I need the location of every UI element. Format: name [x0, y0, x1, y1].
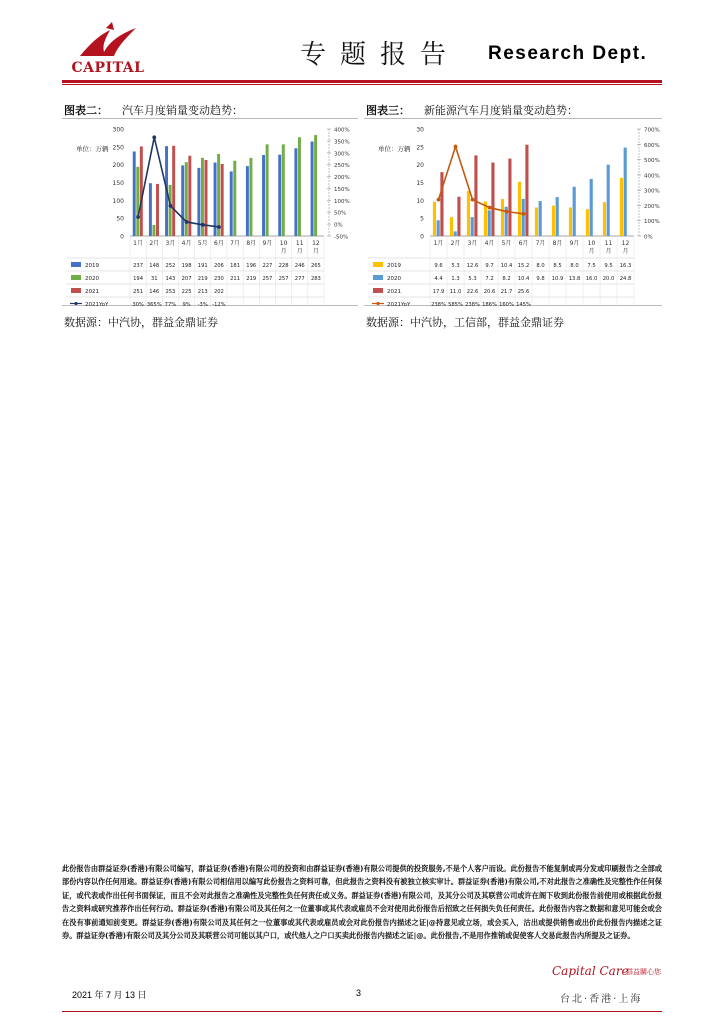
bar-2020-3月: [169, 185, 172, 236]
legend-swatch-2020: [71, 275, 81, 280]
bar-2020-10月: [590, 179, 593, 236]
table-value: 194: [133, 276, 144, 282]
legend-label-2021: 2021: [85, 289, 99, 295]
table-value: 237: [133, 263, 144, 269]
table-value: 77%: [164, 302, 177, 307]
bar-2021-1月: [440, 172, 443, 236]
bar-2019-6月: [518, 182, 521, 236]
yoy-point-5月: [505, 210, 509, 214]
table-value: 17.9: [432, 289, 445, 295]
bar-2021-2月: [457, 197, 460, 236]
y2-tick-label: 200%: [334, 175, 350, 182]
bar-2021-3月: [474, 155, 477, 236]
table-value: 196: [246, 263, 257, 269]
table-value: 198: [181, 263, 192, 269]
y2-tick-label: 50%: [334, 210, 347, 217]
report-date: 2021 年 7 月 13 日: [72, 990, 147, 1000]
y2-tick-label: 300%: [644, 188, 660, 195]
table-value: 7.2: [485, 276, 494, 282]
y-tick-label: 5: [420, 215, 424, 223]
table-value: 257: [278, 276, 289, 282]
table-value: 10.9: [551, 276, 564, 282]
bar-2020-1月: [136, 167, 139, 236]
bar-2020-9月: [266, 144, 269, 236]
x-tick-label: 11: [604, 240, 613, 247]
table-value: 8.0: [570, 263, 579, 269]
bar-2019-9月: [569, 207, 572, 236]
x-tick-label: 6月: [214, 240, 224, 247]
bar-2020-11月: [298, 137, 301, 236]
x-tick-label-unit: 月: [605, 248, 612, 255]
table-value: 227: [262, 263, 273, 269]
table-value: 251: [133, 289, 144, 295]
y2-tick-label: 400%: [334, 127, 350, 134]
figure-3-caption: 新能源汽车月度销量变动趋势：: [424, 104, 578, 117]
y2-tick-label: 100%: [334, 198, 350, 205]
yoy-point-6月: [522, 212, 526, 216]
bar-2021-6月: [525, 145, 528, 236]
table-value: 246: [294, 263, 305, 269]
table-value: 213: [197, 289, 208, 295]
bar-2020-4月: [185, 162, 188, 236]
bar-2019-3月: [467, 191, 470, 236]
y-tick-label: 100: [112, 197, 124, 205]
table-value: 146: [149, 289, 160, 295]
table-value: 230: [213, 276, 224, 282]
y2-tick-label: -50%: [334, 234, 349, 241]
y2-tick-label: 700%: [644, 127, 660, 134]
legend-swatch-2019: [71, 262, 81, 267]
y2-tick-label: 500%: [644, 158, 660, 165]
header-divider-thin: [62, 84, 662, 85]
table-value: 25.6: [517, 289, 530, 295]
table-value: 148: [149, 263, 160, 269]
research-dept-label: Research Dept.: [488, 43, 648, 64]
bar-2019-5月: [197, 168, 200, 236]
y-tick-label: 15: [416, 180, 424, 187]
table-value: 186%: [482, 302, 497, 307]
yoy-point-2月: [454, 145, 458, 149]
bar-2020-8月: [249, 158, 252, 236]
bar-2019-6月: [214, 163, 217, 236]
bar-2020-7月: [539, 201, 542, 236]
table-value: 252: [165, 263, 176, 269]
figure-3-title: [366, 102, 578, 118]
legend-label-2020: 2020: [387, 276, 401, 282]
yoy-point-4月: [185, 220, 189, 224]
table-value: 9.7: [485, 263, 494, 269]
unit-label: 单位：万辆: [76, 145, 109, 153]
legend-label-2021: 2021: [387, 289, 401, 295]
yoy-point-4月: [488, 206, 492, 210]
figure-2-title: [64, 102, 243, 118]
table-value: 16.0: [585, 276, 598, 282]
figure-2-label: 图表二：: [64, 104, 108, 117]
y-tick-label: 0: [420, 233, 424, 241]
table-value: 265: [310, 263, 321, 269]
x-tick-label: 3月: [467, 240, 478, 247]
table-value: 8.5: [553, 263, 562, 269]
bar-2020-7月: [233, 161, 236, 236]
table-value: 24.8: [619, 276, 632, 282]
y-tick-label: 50: [116, 215, 124, 223]
table-value: 15.2: [517, 263, 530, 269]
y2-tick-label: 200%: [644, 203, 660, 210]
table-value: 11.0: [449, 289, 462, 295]
phoenix-icon: [76, 22, 140, 60]
y2-tick-label: 300%: [334, 151, 350, 158]
x-tick-label: 8月: [552, 240, 563, 247]
bar-2021-2月: [156, 184, 159, 236]
figure-3-label: 图表三：: [366, 104, 410, 117]
table-value: 225: [181, 289, 192, 295]
bar-2020-1月: [437, 220, 440, 236]
table-value: 160%: [499, 302, 514, 307]
yoy-point-2月: [152, 135, 156, 139]
report-title: 专题报告: [300, 40, 461, 70]
y2-tick-label: 600%: [644, 142, 660, 149]
x-tick-label: 2月: [149, 240, 160, 247]
table-value: 16.3: [619, 263, 632, 269]
bar-2020-11月: [607, 165, 610, 236]
bar-2020-12月: [624, 148, 627, 236]
table-value: 20.6: [483, 289, 496, 295]
legend-label-2019: 2019: [85, 263, 99, 269]
y-tick-label: 200: [112, 162, 124, 170]
bar-2020-2月: [454, 231, 457, 236]
bar-2021-4月: [491, 163, 494, 236]
nev-sales-chart: [364, 118, 662, 306]
legend-label-2021YoY: 2021YoY: [85, 302, 109, 307]
x-tick-label: 9月: [262, 240, 273, 247]
figure-2-caption: 汽车月度销量变动趋势：: [122, 104, 243, 117]
figure-3-source: 数据源：中汽协，工信部，群益金鼎证券: [366, 316, 564, 329]
y2-tick-label: 150%: [334, 186, 350, 193]
x-tick-label-unit: 月: [280, 248, 287, 255]
y2-tick-label: 0%: [644, 234, 653, 241]
bar-2020-8月: [556, 197, 559, 236]
bar-2020-12月: [314, 135, 317, 236]
bar-2021-5月: [508, 159, 511, 236]
bar-2020-6月: [217, 154, 220, 236]
x-tick-label: 1月: [133, 240, 143, 247]
table-value: 206: [213, 263, 224, 269]
x-tick-label: 2月: [450, 240, 461, 247]
capital-logo: [62, 22, 154, 74]
x-tick-label: 7月: [230, 240, 240, 247]
bar-2019-7月: [535, 207, 538, 236]
yoy-point-3月: [169, 204, 173, 208]
legal-disclaimer: 此份报告由群益证券(香港)有限公司编写，群益证券(香港)有限公司的投资和由群益证券(香港)有限公司提供的投资服务,不是个人客户而设。此份报告不能复制或再分发或印刷报告之全部或部份内容以作任何用途。群益证券(香港)有限公司相信用以编写此份报告之资料可靠，但此报告之资料没有被独立核实审计。群益证券(香港)有限公司,不对此报告之准确性及完整性作任何保证，或代表或作出任何书面保证，而且不会对此报告之准确性及完整性负任何责任或义务。群益证券(香港)有限公司，及其分公司及其联营公司或许在阁下收到此份报告前使用或根据此份报告之资料或研究推荐作出任何行动。群益证券(香港)有限公司及其任何之一位董事或其代表或雇员不会对使用此份报告后招致之任何损失负任何责任。此份报告内容之数据和意见可能会或会在没有事前通知前变更。群益证券(香港)有限公司及其任何之一位董事或其代表或雇员或会对此份报告内描述之证|@持意见或立场，或会买入，沽出或提供销售或出价此份报告内描述之证券。群益证券(香港)有限公司及其分公司及其联营公司可能以其户口，或代他人之户口买卖此份报告内描述之证|@。此份报告,不是用作推销或促使客人交易此报告内所提及之证券。: [62, 864, 662, 941]
bar-2020-2月: [152, 225, 155, 236]
table-value: 228: [278, 263, 289, 269]
y-tick-label: 300: [112, 126, 124, 134]
table-value: 145%: [516, 302, 531, 307]
x-tick-label-unit: 月: [622, 248, 629, 255]
x-tick-label: 3月: [165, 240, 176, 247]
table-value: 219: [246, 276, 257, 282]
yoy-point-1月: [437, 198, 441, 202]
bar-2019-12月: [620, 178, 623, 236]
bar-2019-9月: [262, 155, 265, 236]
table-value: 8.0: [536, 263, 545, 269]
table-value: 8.2: [502, 276, 511, 282]
bar-2020-10月: [282, 144, 285, 236]
table-value: 253: [165, 289, 176, 295]
table-value: 5.3: [468, 276, 477, 282]
bar-2019-5月: [501, 199, 504, 236]
table-value: 181: [230, 263, 241, 269]
x-tick-label: 4月: [484, 240, 495, 247]
bar-2020-9月: [573, 187, 576, 236]
capital-care-brand-cn: 群益關心您: [626, 968, 661, 976]
table-value: 12.6: [466, 263, 479, 269]
table-value: 277: [294, 276, 305, 282]
x-tick-label: 7月: [535, 240, 546, 247]
logo-text: CAPITAL: [71, 60, 145, 76]
table-value: 143: [165, 276, 176, 282]
legend-swatch-2021: [373, 288, 383, 293]
unit-label: 单位：万辆: [378, 145, 411, 153]
bar-2021-6月: [221, 164, 224, 236]
table-value: 9.8: [536, 276, 545, 282]
bar-2019-4月: [181, 165, 184, 236]
yoy-point-5月: [201, 223, 205, 227]
yoy-point-1月: [136, 215, 140, 219]
bar-2019-1月: [133, 151, 136, 236]
x-tick-label: 5月: [501, 240, 512, 247]
legend-label-2020: 2020: [85, 276, 99, 282]
page-number: 3: [356, 988, 362, 998]
bar-2019-11月: [603, 202, 606, 236]
table-value: 5.3: [451, 263, 460, 269]
y-tick-label: 150: [112, 180, 124, 187]
header-divider: [62, 80, 662, 83]
x-tick-label-unit: 月: [296, 248, 303, 255]
table-value: 31: [150, 276, 158, 282]
table-value: 257: [262, 276, 273, 282]
bar-2019-8月: [552, 206, 555, 236]
table-value: 211: [230, 276, 241, 282]
table-value: 22.6: [466, 289, 479, 295]
legend-point-swatch: [74, 302, 77, 305]
table-value: 1.3: [451, 276, 460, 282]
x-tick-label: 1月: [433, 240, 444, 247]
x-tick-label: 8月: [246, 240, 257, 247]
footer-divider: [62, 1011, 662, 1012]
y-tick-label: 10: [416, 197, 424, 205]
table-value: 365%: [146, 302, 162, 307]
y2-tick-label: 400%: [644, 173, 660, 180]
table-value: 219: [197, 276, 208, 282]
bar-2020-6月: [522, 199, 525, 236]
table-value: 191: [197, 263, 208, 269]
x-tick-label: 4月: [181, 240, 192, 247]
y-tick-label: 0: [120, 233, 124, 241]
y-tick-label: 250: [112, 144, 124, 152]
y2-tick-label: 0%: [334, 222, 343, 229]
y-tick-label: 20: [416, 162, 424, 170]
x-tick-label: 12: [621, 240, 630, 247]
table-value: 238%: [431, 302, 446, 307]
bar-2021-4月: [188, 156, 191, 236]
bar-2019-12月: [311, 141, 314, 236]
auto-sales-chart-svg: [62, 119, 358, 307]
bar-2021-3月: [172, 146, 175, 236]
x-tick-label: 10: [587, 240, 596, 247]
figure-2-source: 数据源：中汽协，群益金鼎证券: [64, 316, 218, 329]
bar-2019-8月: [246, 166, 249, 236]
legend-label-2019: 2019: [387, 263, 401, 269]
table-value: 4.4: [434, 276, 443, 282]
bar-2019-2月: [149, 183, 152, 236]
table-value: 20.0: [602, 276, 615, 282]
x-tick-label: 12: [312, 240, 320, 247]
y-tick-label: 30: [416, 126, 424, 134]
x-tick-label-unit: 月: [588, 248, 595, 255]
table-value: 283: [310, 276, 321, 282]
table-value: 9%: [182, 302, 191, 307]
legend-swatch-2021: [71, 288, 81, 293]
table-value: 21.7: [500, 289, 513, 295]
bar-2019-2月: [450, 217, 453, 236]
legend-swatch-2019: [373, 262, 383, 267]
bar-2021-1月: [140, 146, 143, 236]
bar-2020-3月: [471, 217, 474, 236]
table-value: 10.4: [517, 276, 530, 282]
legend-label-2021YoY: 2021YoY: [387, 302, 411, 307]
y2-tick-label: 250%: [334, 163, 350, 170]
table-value: -12%: [212, 302, 226, 307]
legend-swatch-2020: [373, 275, 383, 280]
legend-point-swatch: [376, 302, 379, 305]
y2-tick-label: 350%: [334, 139, 350, 146]
x-tick-label: 11: [295, 240, 304, 247]
auto-sales-chart: [62, 118, 358, 306]
yoy-point-6月: [217, 225, 221, 229]
table-value: 30%: [132, 302, 144, 307]
bar-2020-4月: [488, 210, 491, 236]
table-value: 13.8: [568, 276, 581, 282]
table-value: -3%: [197, 302, 208, 307]
table-value: 10.4: [500, 263, 513, 269]
table-value: 207: [181, 276, 192, 282]
x-tick-label: 5月: [197, 240, 208, 247]
x-tick-label: 9月: [569, 240, 580, 247]
bar-2019-7月: [230, 171, 233, 236]
y-tick-label: 25: [416, 144, 424, 152]
x-tick-label: 6月: [518, 240, 529, 247]
table-value: 9.6: [434, 263, 443, 269]
table-value: 238%: [465, 302, 480, 307]
bar-2019-10月: [586, 209, 589, 236]
table-value: 202: [213, 289, 224, 295]
bar-2019-1月: [433, 202, 436, 236]
office-cities: 台北·香港·上海: [560, 994, 643, 1005]
nev-sales-chart-svg: [364, 119, 662, 307]
bar-2019-11月: [294, 148, 297, 236]
x-tick-label-unit: 月: [312, 248, 319, 255]
y2-tick-label: 100%: [644, 219, 660, 226]
table-value: 7.5: [587, 263, 596, 269]
bar-2019-10月: [278, 155, 281, 236]
table-value: 585%: [448, 302, 463, 307]
x-tick-label: 10: [279, 240, 288, 247]
table-value: 9.5: [604, 263, 613, 269]
capital-care-brand: Capital Care: [552, 964, 629, 978]
yoy-point-3月: [471, 198, 475, 202]
